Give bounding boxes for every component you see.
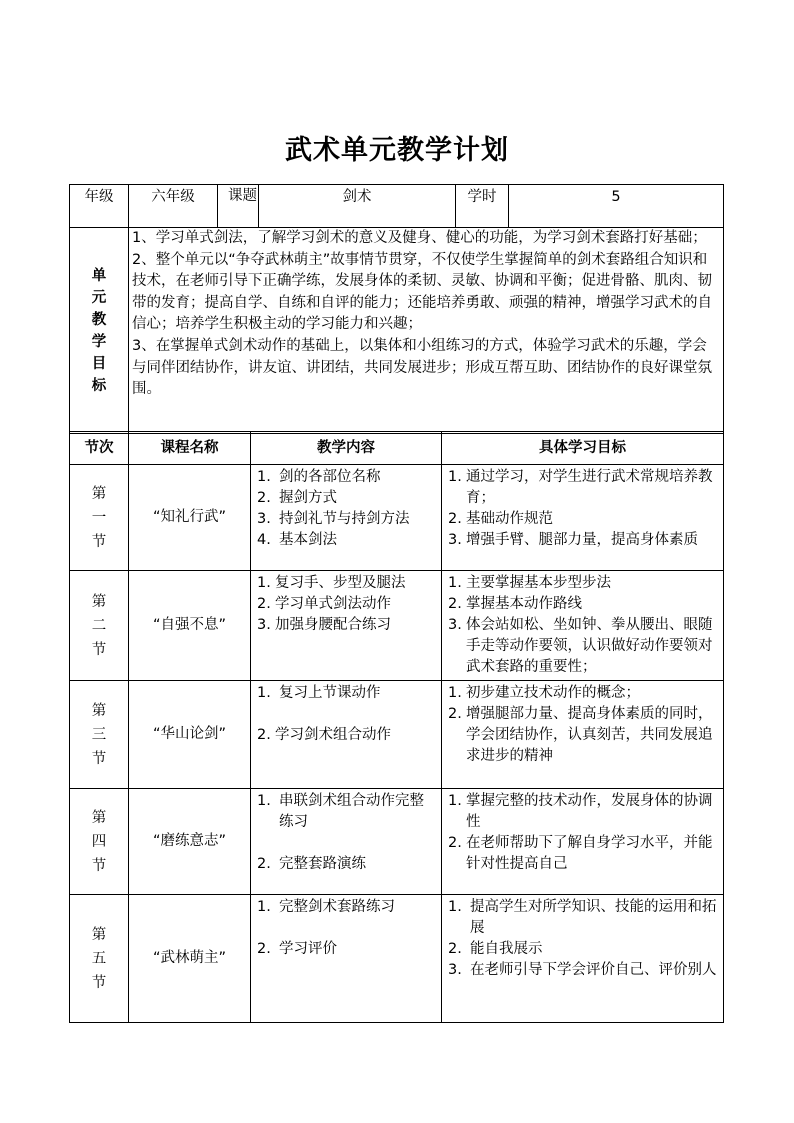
- grade-value: 六年级: [129, 185, 218, 228]
- section-number: 第 三 节: [70, 681, 129, 789]
- page-title: 武术单元教学计划: [285, 135, 509, 166]
- col-section: 节次: [70, 432, 129, 465]
- topic-label: 课题: [218, 185, 259, 228]
- teaching-content: 1. 完整剑术套路练习 2. 学习评价: [251, 895, 442, 1023]
- learning-targets: 1. 初步建立技术动作的概念； 2. 增强腿部力量、提高身体素质的同时，学会团结协作，认真刻苦，共同发展追求进步的精神: [442, 681, 724, 789]
- learning-targets: 1. 掌握完整的技术动作，发展身体的协调性 2. 在老师帮助下了解自身学习水平，并能针对性提高自己: [442, 789, 724, 895]
- col-targets: 具体学习目标: [442, 432, 724, 465]
- learning-targets: 1. 通过学习，对学生进行武术常规培养教育； 2. 基础动作规范 3. 增强手臂、腿部力量，提高身体素质: [442, 465, 724, 571]
- unit-goal-2: 2、整个单元以“争夺武林萌主”故事情节贯穿，不仅使学生掌握简单的剑术套路组合知识和技术，在老师引导下正确学练，发展身体的柔韧、灵敏、协调和平衡；促进骨骼、肌肉、韧带的发育；提高自学、自练和自评的能力；还能培养勇敢、顽强的精神，增强学习武术的自信心；培养学生积极主动的学习能力和兴趣；: [132, 251, 712, 333]
- section-number: 第 四 节: [70, 789, 129, 895]
- lessons-table: [69, 431, 724, 1023]
- grade-label: 年级: [70, 185, 129, 228]
- unit-goals-row: [70, 228, 724, 434]
- learning-targets: 1. 主要掌握基本步型步法 2. 掌握基本动作路线 3. 体会站如松、坐如钟、拳从腰出、眼随手走等动作要领，认识做好动作要领对武术套路的重要性；: [442, 571, 724, 681]
- unit-goals-label: 单 元 教 学 目 标: [70, 228, 129, 434]
- col-content: 教学内容: [251, 432, 442, 465]
- table-row: [70, 571, 724, 681]
- header-table: [69, 184, 724, 434]
- unit-goal-1: 1、学习单式剑法，了解学习剑术的意义及健身、健心的功能，为学习剑术套路打好基础；: [132, 230, 707, 246]
- course-name: “磨练意志”: [129, 789, 251, 895]
- section-number: 第 二 节: [70, 571, 129, 681]
- topic-value: 剑术: [259, 185, 456, 228]
- teaching-content: 1. 剑的各部位名称 2. 握剑方式 3. 持剑礼节与持剑方法 4. 基本剑法: [251, 465, 442, 571]
- table-row: [70, 895, 724, 1023]
- course-name: “华山论剑”: [129, 681, 251, 789]
- course-name: “自强不息”: [129, 571, 251, 681]
- course-name: “知礼行武”: [129, 465, 251, 571]
- teaching-content: 1. 复习手、步型及腿法 2. 学习单式剑法动作 3. 加强身腰配合练习: [251, 571, 442, 681]
- section-number: 第 五 节: [70, 895, 129, 1023]
- header-row: [70, 185, 724, 228]
- learning-targets: 1. 提高学生对所学知识、技能的运用和拓展 2. 能自我展示 3. 在老师引导下学会评价自己、评价别人: [442, 895, 724, 1023]
- col-course-name: 课程名称: [129, 432, 251, 465]
- section-number: 第 一 节: [70, 465, 129, 571]
- table-row: [70, 465, 724, 571]
- hours-label: 学时: [456, 185, 509, 228]
- lessons-header-row: [70, 432, 724, 465]
- unit-goal-3: 3、在掌握单式剑术动作的基础上，以集体和小组练习的方式，体验学习武术的乐趣，学会与同伴团结协作，讲友谊、讲团结，共同发展进步；形成互帮互助、团结协作的良好课堂氛围。: [132, 337, 712, 398]
- table-row: [70, 789, 724, 895]
- hours-value: 5: [509, 185, 724, 228]
- unit-goals-text: [129, 228, 724, 434]
- course-name: “武林萌主”: [129, 895, 251, 1023]
- table-row: [70, 681, 724, 789]
- teaching-content: 1. 复习上节课动作 2. 学习剑术组合动作: [251, 681, 442, 789]
- teaching-content: 1. 串联剑术组合动作完整练习 2. 完整套路演练: [251, 789, 442, 895]
